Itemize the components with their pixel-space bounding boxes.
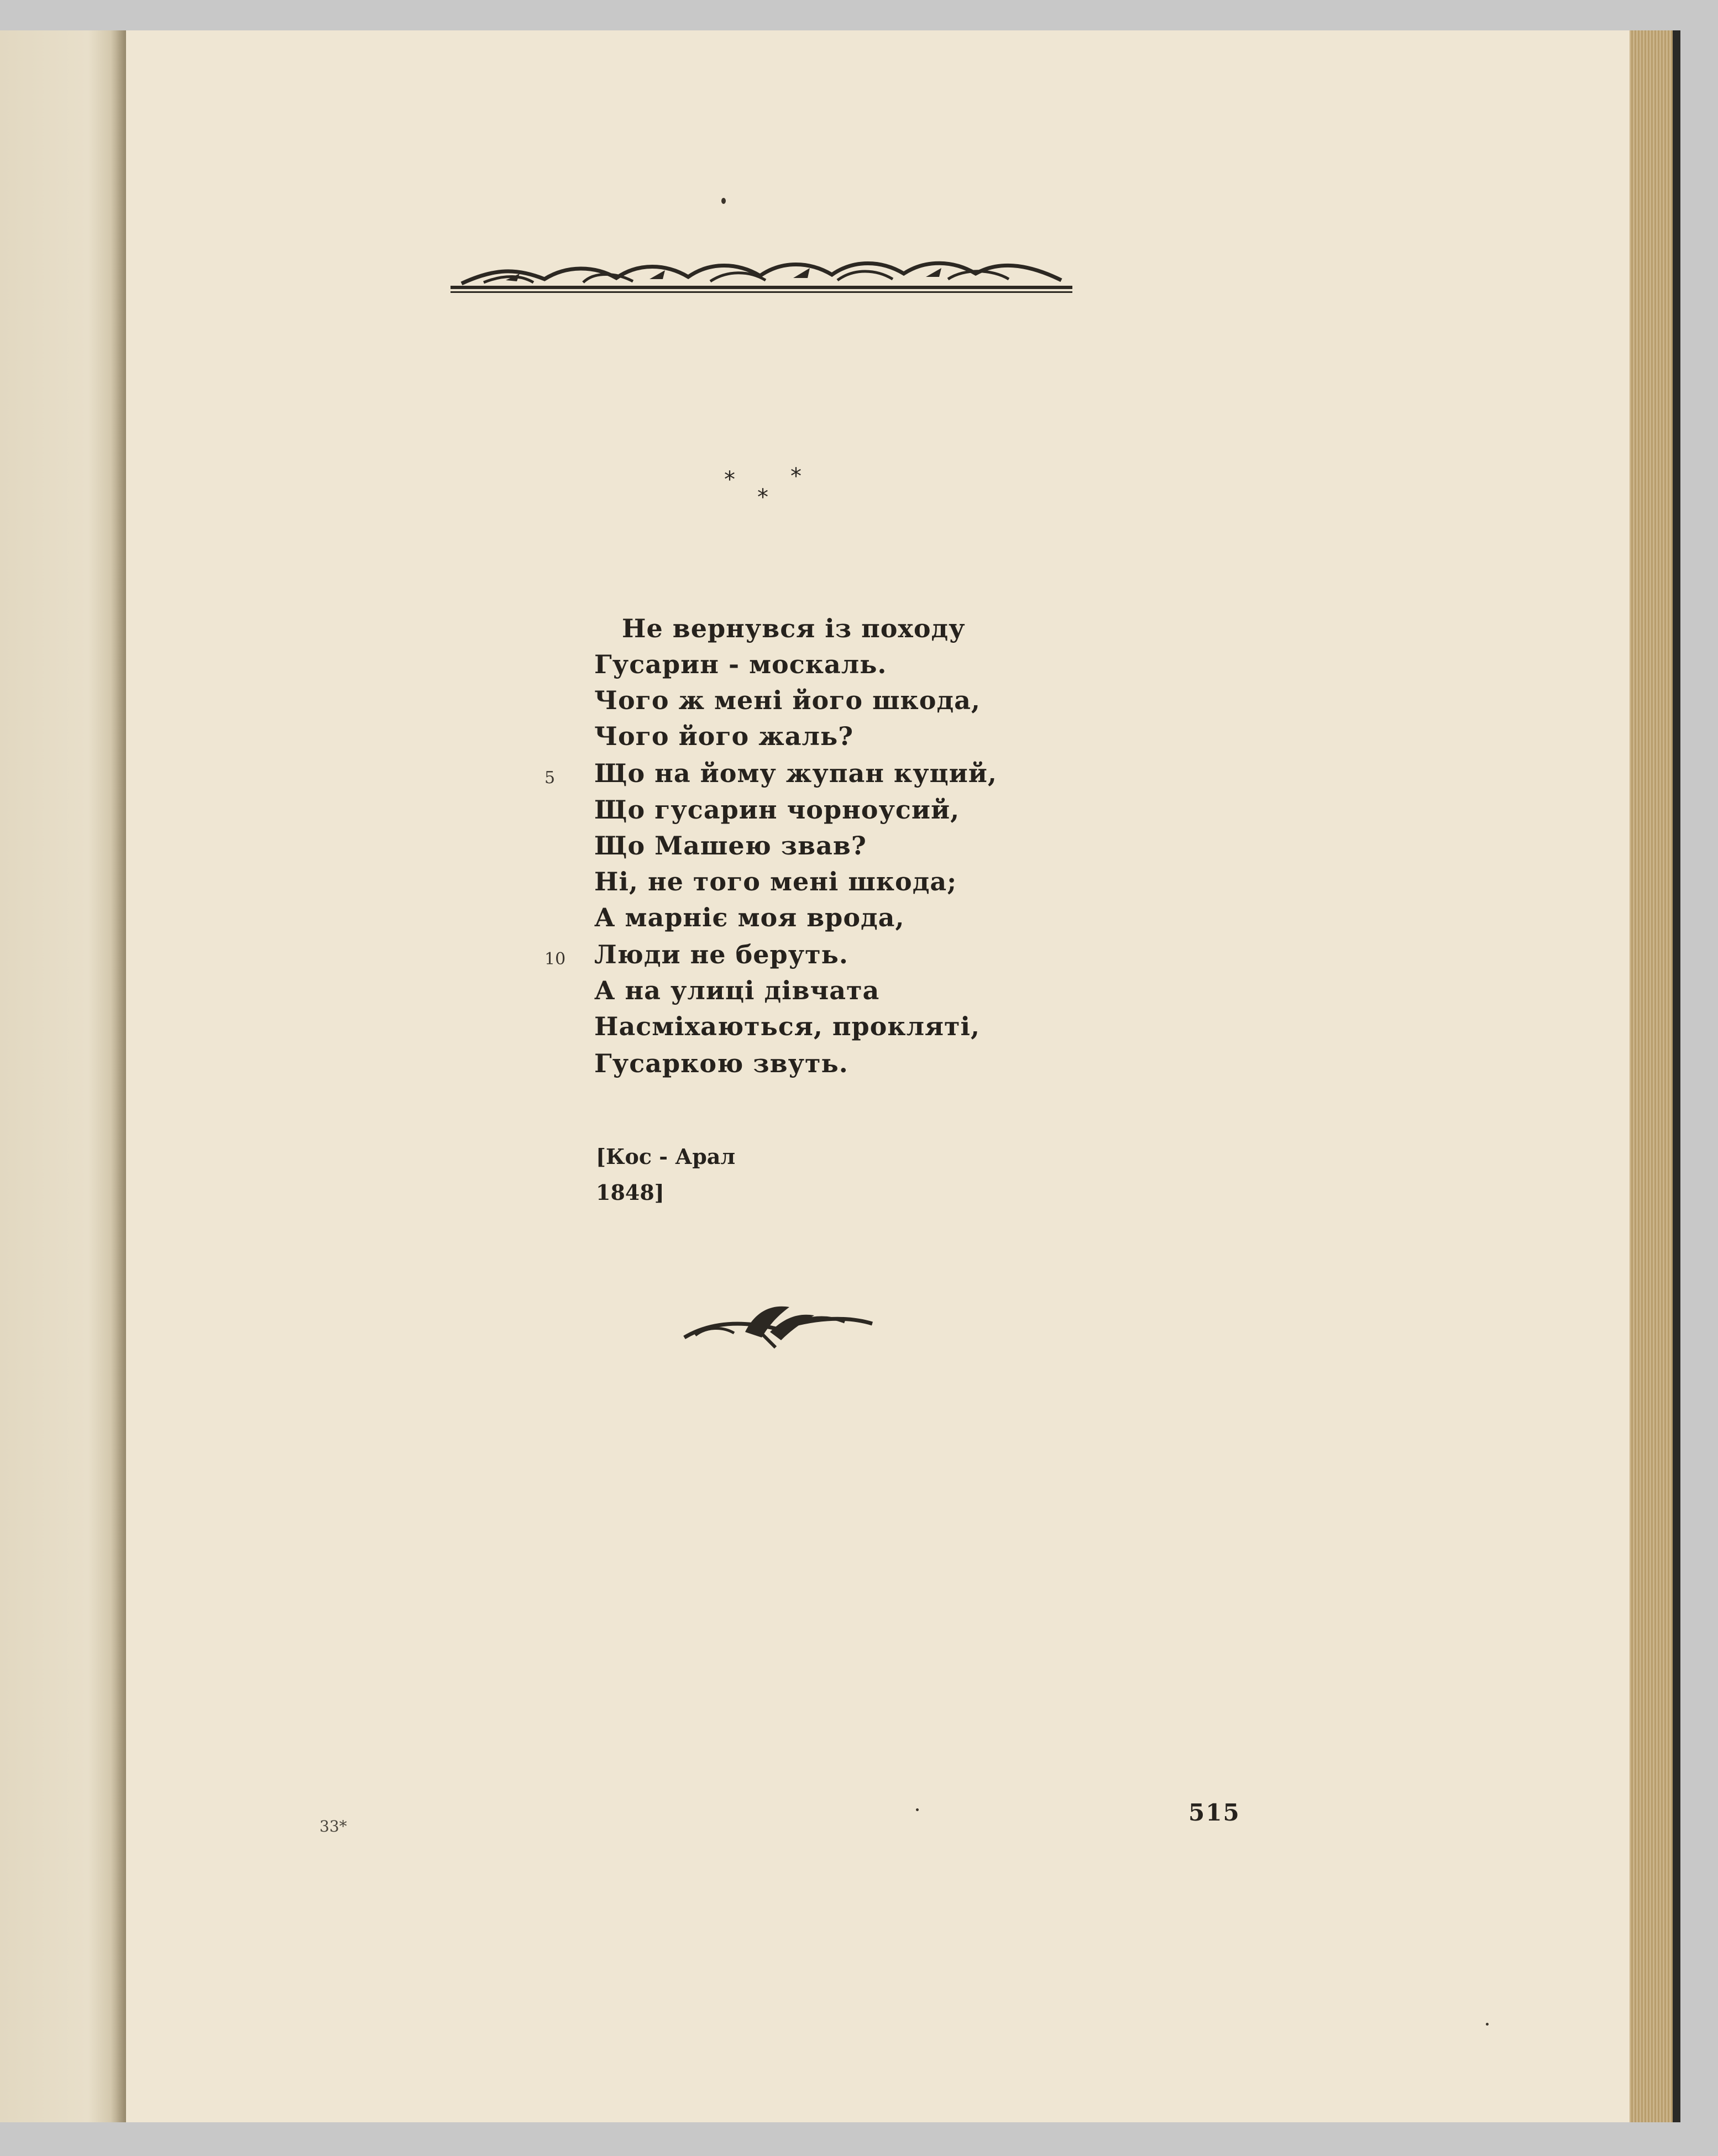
line-number-10: 10 bbox=[544, 950, 566, 969]
poem-line-6: Що гусарин чорноусий, bbox=[594, 795, 960, 825]
poem-line-2: Гусарин - москаль. bbox=[594, 649, 887, 679]
poem-line-8: Ні, не того мені шкода; bbox=[594, 867, 957, 896]
signature-mark: 33* bbox=[319, 1817, 347, 1835]
dateline-year: 1848] bbox=[596, 1180, 664, 1205]
bottom-ornament-vignette bbox=[679, 1299, 878, 1351]
poem-line-13: Гусаркою звуть. bbox=[594, 1048, 848, 1078]
asterism-star-right: * bbox=[790, 464, 802, 489]
line-number-5: 5 bbox=[544, 768, 556, 788]
paper-speck bbox=[1486, 2023, 1489, 2026]
paper-speck bbox=[721, 198, 726, 204]
asterism bbox=[719, 464, 807, 517]
poem-line-11: А на улиці дівчата bbox=[594, 975, 880, 1005]
right-page bbox=[126, 30, 1630, 2122]
poem-line-3: Чого ж мені його шкода, bbox=[594, 685, 981, 715]
page-number: 515 bbox=[1188, 1799, 1240, 1826]
asterism-star-left: * bbox=[724, 467, 735, 492]
top-ornament-vignette bbox=[451, 251, 1072, 296]
poem-line-10: Люди не беруть. bbox=[594, 940, 848, 969]
poem-line-1: Не вернувся із походу bbox=[622, 613, 966, 643]
dateline-place: [Кос - Арал bbox=[596, 1144, 736, 1169]
poem-line-4: Чого його жаль? bbox=[594, 721, 854, 751]
poem-line-12: Насміхаються, прокляті, bbox=[594, 1011, 980, 1041]
asterism-star-bottom: * bbox=[757, 485, 768, 510]
paper-speck bbox=[916, 1808, 919, 1811]
poem-line-7: Що Машею звав? bbox=[594, 831, 867, 861]
page-edges bbox=[1630, 30, 1680, 2122]
poem-line-5: Що на йому жупан куций, bbox=[594, 758, 997, 788]
poem-line-9: А марніє моя врода, bbox=[594, 903, 905, 932]
left-page-edge bbox=[0, 30, 126, 2122]
